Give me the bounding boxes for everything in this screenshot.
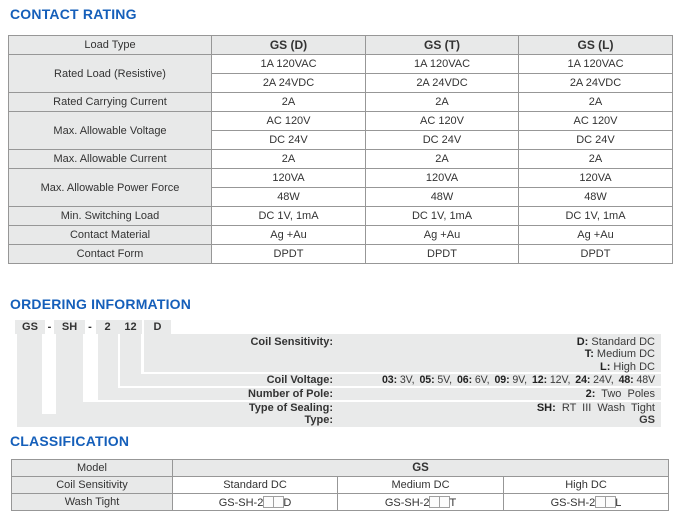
cell: DPDT xyxy=(519,245,673,264)
row-label: Max. Allowable Voltage xyxy=(9,112,212,150)
part-code-separator: - xyxy=(45,320,54,334)
row-label: Wash Tight xyxy=(12,494,173,511)
table-row xyxy=(12,460,669,477)
column-header: Load Type xyxy=(9,36,212,55)
cell: DPDT xyxy=(366,245,519,264)
coil-sensitivity-label: Coil Sensitivity: xyxy=(250,336,333,348)
table-header-row xyxy=(9,36,673,55)
column-header: GS (T) xyxy=(366,36,519,55)
table-row xyxy=(9,207,673,226)
cell: Standard DC xyxy=(173,477,338,494)
part-code-pole: 2 xyxy=(96,320,119,334)
type-row xyxy=(17,414,661,427)
cell: DC 24V xyxy=(366,131,519,150)
cell: 120VA xyxy=(212,169,366,188)
cell: 1A 120VAC xyxy=(519,55,673,74)
cell: 2A 24VDC xyxy=(366,74,519,93)
cell: DC 24V xyxy=(212,131,366,150)
cell: DC 24V xyxy=(519,131,673,150)
cell: 48W xyxy=(519,188,673,207)
ordering-information-heading: ORDERING INFORMATION xyxy=(10,296,192,312)
cell: 2A xyxy=(212,93,366,112)
cell: DC 1V, 1mA xyxy=(519,207,673,226)
model-value: GS xyxy=(173,460,669,477)
connector-sealing xyxy=(56,333,83,402)
cell: High DC xyxy=(504,477,669,494)
number-of-pole-row xyxy=(98,388,661,400)
cell: 48W xyxy=(366,188,519,207)
table-row xyxy=(9,93,673,112)
type-label: Type: xyxy=(304,414,333,426)
coil-sensitivity-options: D: Standard DC T: Medium DC L: High DC xyxy=(576,336,655,373)
table-row xyxy=(9,226,673,245)
cell: Medium DC xyxy=(338,477,504,494)
cell: AC 120V xyxy=(519,112,673,131)
part-code-type: GS xyxy=(15,320,45,334)
cell: Ag +Au xyxy=(366,226,519,245)
type-value: GS xyxy=(639,414,655,426)
number-of-pole-label: Number of Pole: xyxy=(248,388,333,400)
cell: 2A 24VDC xyxy=(519,74,673,93)
connector-pole xyxy=(98,333,118,388)
coil-sensitivity-row xyxy=(144,334,661,372)
table-row xyxy=(9,55,673,74)
type-of-sealing-label: Type of Sealing: xyxy=(248,402,333,414)
cell: 2A xyxy=(519,150,673,169)
row-label: Model xyxy=(12,460,173,477)
cell: 120VA xyxy=(366,169,519,188)
type-of-sealing-row xyxy=(56,402,661,414)
classification-table xyxy=(11,459,669,511)
classification-heading: CLASSIFICATION xyxy=(10,433,130,449)
column-header: GS (D) xyxy=(212,36,366,55)
cell: 2A 24VDC xyxy=(212,74,366,93)
part-code-voltage: 12 xyxy=(119,320,142,334)
part-number-cell: GS-SH-2 L xyxy=(504,494,669,511)
cell: 1A 120VAC xyxy=(366,55,519,74)
part-number-cell: GS-SH-2 D xyxy=(173,494,338,511)
cell: 2A xyxy=(366,150,519,169)
part-code-separator: - xyxy=(85,320,95,334)
table-row xyxy=(9,112,673,131)
part-number-cell: GS-SH-2 T xyxy=(338,494,504,511)
cell: 2A xyxy=(212,150,366,169)
type-of-sealing-value: SH: RT III Wash Tight xyxy=(536,402,655,414)
table-row xyxy=(9,245,673,264)
number-of-pole-value: 2: Two Poles xyxy=(585,388,655,400)
part-code-sealing: SH xyxy=(54,320,85,334)
row-label: Rated Load (Resistive) xyxy=(9,55,212,93)
table-row xyxy=(12,494,669,511)
table-row xyxy=(9,150,673,169)
row-label: Coil Sensitivity xyxy=(12,477,173,494)
cell: Ag +Au xyxy=(212,226,366,245)
connector-voltage xyxy=(120,333,141,374)
part-code-sensitivity: D xyxy=(144,320,171,334)
coil-voltage-options: 03: 3V, 05: 5V, 06: 6V, 09: 9V, 12: 12V, 24: 24V, 48: 48V xyxy=(382,374,655,386)
cell: Ag +Au xyxy=(519,226,673,245)
contact-rating-table xyxy=(8,35,673,264)
cell: 120VA xyxy=(519,169,673,188)
coil-voltage-label: Coil Voltage: xyxy=(266,374,333,386)
cell: 2A xyxy=(366,93,519,112)
column-header: GS (L) xyxy=(519,36,673,55)
cell: 1A 120VAC xyxy=(212,55,366,74)
row-label: Rated Carrying Current xyxy=(9,93,212,112)
connector-type xyxy=(17,333,42,414)
row-label: Min. Switching Load xyxy=(9,207,212,226)
row-label: Contact Form xyxy=(9,245,212,264)
cell: 48W xyxy=(212,188,366,207)
cell: DC 1V, 1mA xyxy=(212,207,366,226)
cell: DPDT xyxy=(212,245,366,264)
row-label: Contact Material xyxy=(9,226,212,245)
table-row xyxy=(9,169,673,188)
row-label: Max. Allowable Current xyxy=(9,150,212,169)
contact-rating-heading: CONTACT RATING xyxy=(10,6,137,22)
cell: 2A xyxy=(519,93,673,112)
coil-voltage-row xyxy=(120,374,661,386)
cell: AC 120V xyxy=(366,112,519,131)
cell: DC 1V, 1mA xyxy=(366,207,519,226)
table-row xyxy=(12,477,669,494)
row-label: Max. Allowable Power Force xyxy=(9,169,212,207)
cell: AC 120V xyxy=(212,112,366,131)
